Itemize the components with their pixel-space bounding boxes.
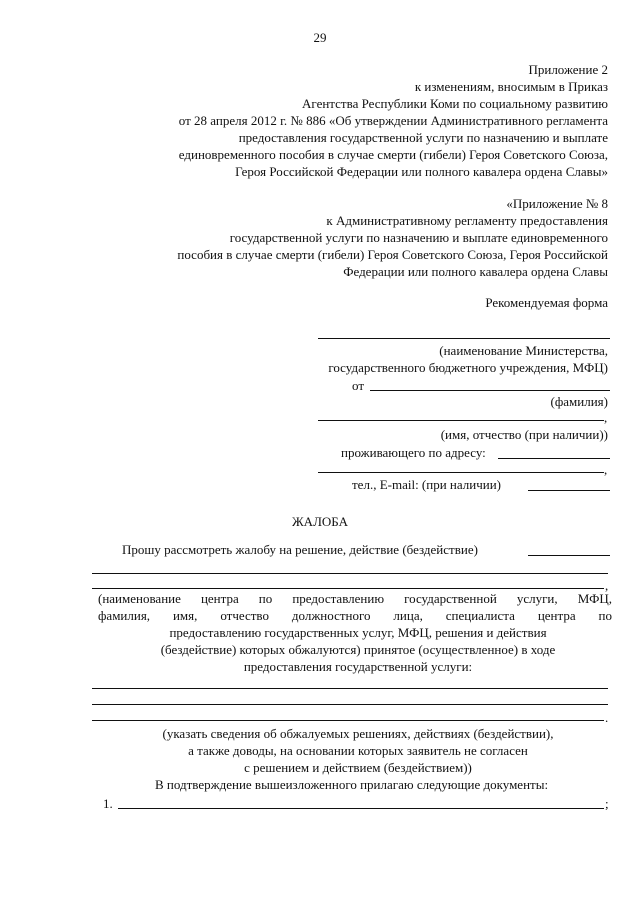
semicolon: ; xyxy=(605,796,609,811)
complaint-hint-line: предоставлению государственных услуг, МФЦ, решения и действия xyxy=(169,625,547,640)
appendix-header-line: Приложение 2 xyxy=(528,62,608,77)
appendix-header-line: единовременного пособия в случае смерти (гибели) Героя Советского Союза, xyxy=(178,147,608,162)
addressee-name-hint: государственного бюджетного учреждения, МФЦ) xyxy=(328,360,608,375)
attachments-intro: В подтверждение вышеизложенного прилагаю следующие документы: xyxy=(155,777,549,792)
appendix-header-line: Героя Российской Федерации или полного кавалера ордена Славы» xyxy=(235,164,608,179)
phone-label: тел., E-mail: (при наличии) xyxy=(352,477,501,492)
complaint-hint-line: предоставления государственной услуги: xyxy=(243,659,473,674)
complaint-details-line[interactable] xyxy=(92,704,608,705)
info-hint-line: с решением и действием (бездействием)) xyxy=(244,760,472,775)
phone-line[interactable] xyxy=(528,490,610,491)
complaint-subject-line[interactable] xyxy=(528,555,610,556)
attachment-item-number: 1. xyxy=(103,796,113,811)
info-hint-line: а также доводы, на основании которых заявитель не согласен xyxy=(188,743,528,758)
comma: , xyxy=(604,410,608,425)
name-hint: (имя, отчество (при наличии)) xyxy=(440,427,608,442)
address-line[interactable] xyxy=(498,458,610,459)
surname-line[interactable] xyxy=(370,390,610,391)
complaint-hint-line: фамилия, имя, отчество должностного лица, специалиста центра по xyxy=(98,608,612,623)
complaint-hint-line: (наименование центра по предоставлению государственной услуги, МФЦ, xyxy=(98,591,612,606)
appendix8-header-line: к Административному регламенту предоставления xyxy=(326,213,608,228)
address-line-2[interactable] xyxy=(318,472,604,473)
comma: , xyxy=(604,462,608,477)
appendix8-header-line: государственной услуги по назначению и выплате единовременного xyxy=(229,230,608,245)
recommended-form-label: Рекомендуемая форма xyxy=(485,295,608,310)
complaint-details-line[interactable] xyxy=(92,720,604,721)
page-number: 29 xyxy=(313,30,327,45)
complaint-subject-line-2[interactable] xyxy=(92,573,608,574)
attachment-item-line[interactable] xyxy=(118,808,604,809)
appendix-header-line: от 28 апреля 2012 г. № 886 «Об утверждении Административного регламента xyxy=(178,113,608,128)
document-title: ЖАЛОБА xyxy=(292,514,348,529)
complaint-subject-line-3[interactable] xyxy=(92,588,604,589)
appendix-header-line: Агентства Республики Коми по социальному развитию xyxy=(302,96,608,111)
addressee-name-line[interactable] xyxy=(318,338,610,339)
appendix-header-line: к изменениям, вносимым в Приказ xyxy=(414,79,608,94)
appendix8-header-line: Федерации или полного кавалера ордена Славы xyxy=(343,264,608,279)
info-hint-line: (указать сведения об обжалуемых решениях, действиях (бездействии), xyxy=(162,726,554,741)
addressee-name-hint: (наименование Министерства, xyxy=(439,343,608,358)
appendix-header-line: предоставления государственной услуги по назначению и выплате xyxy=(238,130,608,145)
period: . xyxy=(605,710,609,725)
complaint-intro: Прошу рассмотреть жалобу на решение, действие (бездействие) xyxy=(122,542,478,557)
from-label: от xyxy=(352,378,365,393)
address-label: проживающего по адресу: xyxy=(341,445,486,460)
appendix8-header-line: пособия в случае смерти (гибели) Героя Советского Союза, Героя Российской xyxy=(177,247,608,262)
complaint-details-line[interactable] xyxy=(92,688,608,689)
surname-hint: (фамилия) xyxy=(550,394,608,409)
complaint-hint-line: (бездействие) которых обжалуются) принятое (осуществленное) в ходе xyxy=(160,642,556,657)
comma: , xyxy=(605,578,609,593)
appendix8-header-line: «Приложение № 8 xyxy=(506,196,608,211)
name-line[interactable] xyxy=(318,420,604,421)
